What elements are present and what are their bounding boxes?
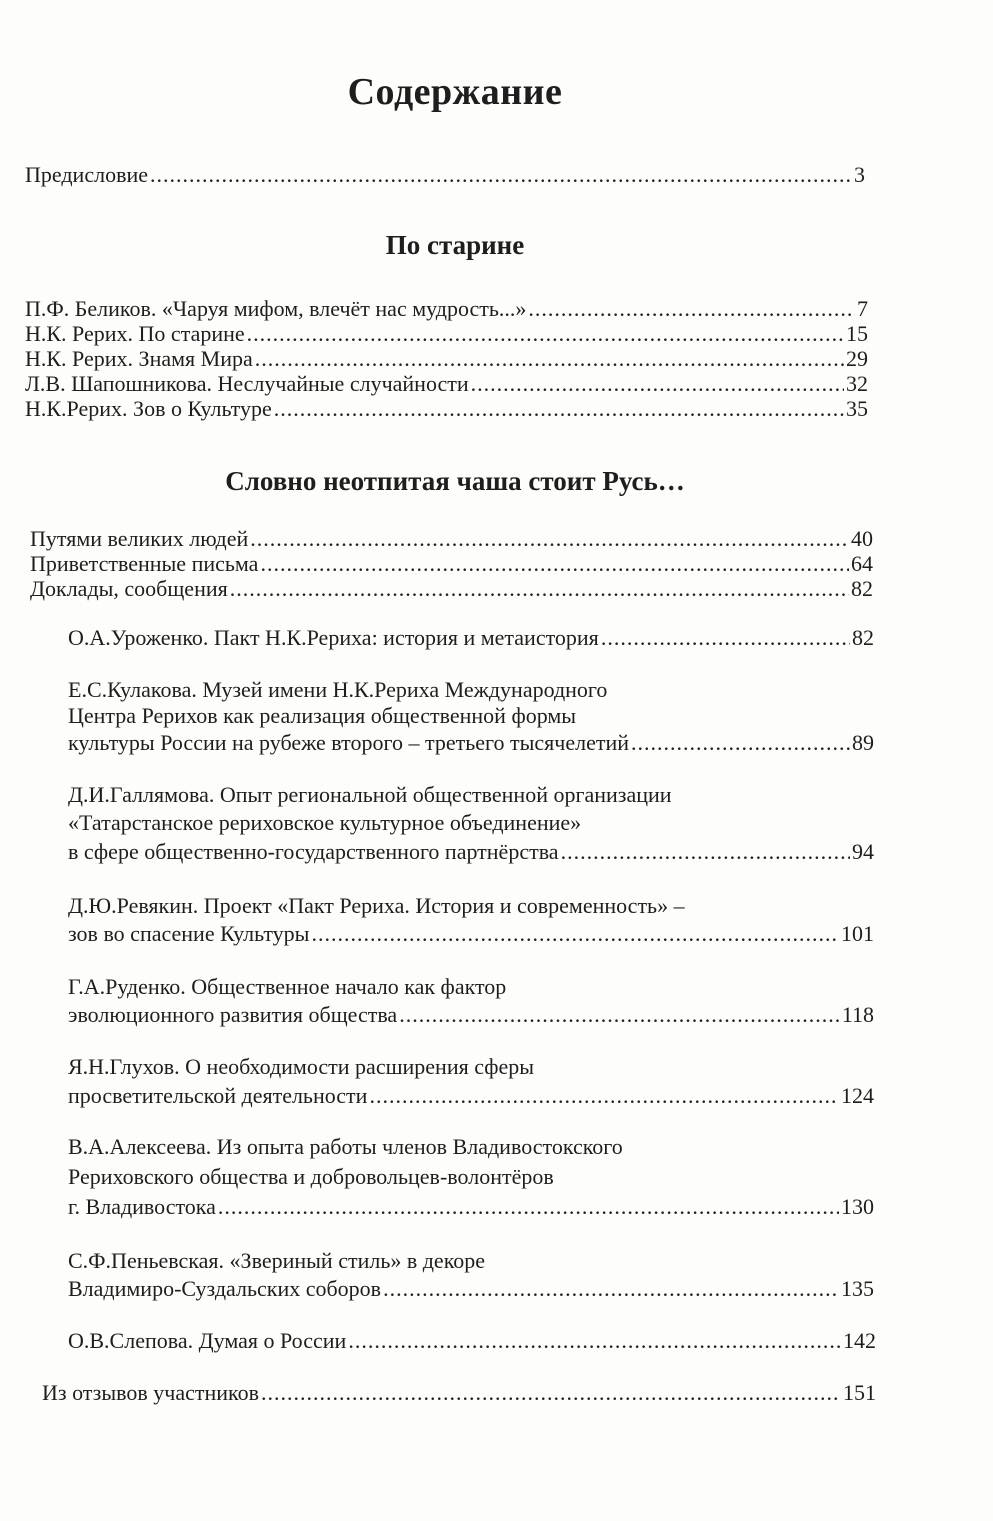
section-heading-2: Словно неотпитая чаша стоит Русь… (225, 466, 685, 496)
toc-entry-page: 151 (843, 1380, 876, 1405)
toc-entry-page: 32 (846, 371, 868, 396)
toc-entry (25, 371, 868, 397)
toc-entry-report (68, 839, 874, 865)
leader-dots (218, 1194, 839, 1220)
toc-entry-report (68, 730, 874, 756)
toc-entry-label: Л.В. Шапошникова. Неслучайные случайности (25, 371, 469, 396)
toc-entry-label: Из отзывов участников (42, 1380, 259, 1405)
page-title: Содержание (347, 71, 563, 113)
leader-dots (471, 371, 844, 397)
toc-entry-page: 35 (846, 396, 868, 421)
toc-entry-report-line: Д.И.Галлямова. Опыт региональной общественной организации (68, 782, 672, 807)
leader-dots (631, 730, 850, 756)
toc-entry-preface (25, 162, 865, 188)
toc-entry-report (68, 1194, 874, 1220)
toc-entry-label: просветительской деятельности (68, 1083, 368, 1108)
toc-entry-label: Путями великих людей (30, 526, 249, 551)
toc-entry-label: в сфере общественно-государственного партнёрства (68, 839, 559, 864)
toc-entry-page: 15 (846, 321, 868, 346)
toc-entry-label: Приветственные письма (30, 551, 259, 576)
toc-entry (30, 526, 873, 552)
toc-entry-report-line: Е.С.Кулакова. Музей имени Н.К.Рериха Международного (68, 677, 608, 702)
toc-entry-page: 82 (852, 625, 874, 650)
leader-dots (260, 551, 849, 577)
toc-entry-report-line: Рериховского общества и добровольцев-волонтёров (68, 1164, 554, 1189)
toc-entry-report-line: «Татарстанское рериховское культурное объединение» (68, 810, 582, 835)
toc-entry-report-line: Центра Рерихов как реализация общественной формы (68, 703, 577, 728)
toc-entry-page: 7 (857, 296, 868, 321)
toc-entry-label: г. Владивостока (68, 1194, 216, 1219)
leader-dots (250, 526, 849, 552)
leader-dots (601, 625, 850, 651)
toc-entry-page: 40 (851, 526, 873, 551)
toc-entry-report-line: Г.А.Руденко. Общественное начало как фактор (68, 974, 507, 999)
toc-entry-page: 135 (841, 1276, 874, 1301)
toc-entry-page: 124 (841, 1083, 874, 1108)
toc-entry-page: 130 (841, 1194, 874, 1219)
toc-entry-page: 94 (852, 839, 874, 864)
toc-entry-report-line: Д.Ю.Ревякин. Проект «Пакт Рериха. История и современность» – (68, 893, 685, 918)
toc-entry-page: 89 (852, 730, 874, 755)
leader-dots (247, 321, 844, 347)
toc-entry (25, 346, 868, 372)
toc-entry-label: зов во спасение Культуры (68, 921, 310, 946)
toc-entry (30, 576, 873, 602)
leader-dots (150, 162, 852, 188)
toc-entry-page: 142 (843, 1328, 876, 1353)
leader-dots (311, 921, 839, 947)
toc-entry-label: Доклады, сообщения (30, 576, 228, 601)
leader-dots (369, 1083, 839, 1109)
leader-dots (274, 396, 844, 422)
leader-dots (348, 1328, 841, 1354)
toc-entry (25, 396, 868, 422)
leader-dots (528, 296, 855, 322)
leader-dots (399, 1002, 840, 1028)
toc-entry-page: 3 (854, 162, 865, 187)
toc-entry-page: 101 (841, 921, 874, 946)
leader-dots (561, 839, 850, 865)
section-heading-1: По старине (385, 230, 525, 260)
toc-entry-label: Н.К. Рерих. По старине (25, 321, 245, 346)
toc-entry-label: культуры России на рубеже второго – третьего тысячелетий (68, 730, 629, 755)
toc-entry-label: Владимиро-Суздальских соборов (68, 1276, 382, 1301)
toc-entry-report (68, 1276, 874, 1302)
toc-entry-report (68, 1328, 876, 1354)
toc-entry-page: 64 (851, 551, 873, 576)
leader-dots (383, 1276, 839, 1302)
toc-entry-page: 29 (846, 346, 868, 371)
toc-entry (30, 551, 873, 577)
toc-entry-report (68, 921, 874, 947)
toc-entry-label: Н.К. Рерих. Знамя Мира (25, 346, 253, 371)
toc-entry-report (68, 625, 874, 651)
toc-entry (25, 321, 868, 347)
toc-entry-label: О.А.Уроженко. Пакт Н.К.Рериха: история и метаистория (68, 625, 599, 650)
leader-dots (255, 346, 844, 372)
toc-entry-label: Н.К.Рерих. Зов о Культуре (25, 396, 272, 421)
toc-entry-label: эволюционного развития общества (68, 1002, 398, 1027)
toc-entry-report (68, 1002, 874, 1028)
toc-entry-report-line: С.Ф.Пеньевская. «Звериный стиль» в декоре (68, 1248, 486, 1273)
toc-entry-reviews (42, 1380, 876, 1406)
toc-entry-report (68, 1083, 874, 1109)
toc-entry-label: П.Ф. Беликов. «Чаруя мифом, влечёт нас мудрость...» (25, 296, 527, 321)
toc-entry-report-line: В.А.Алексеева. Из опыта работы членов Владивостокского (68, 1134, 623, 1159)
toc-entry-label: Предисловие (25, 162, 148, 187)
toc-entry (25, 296, 868, 322)
toc-entry-page: 118 (841, 1002, 874, 1027)
toc-entry-report-line: Я.Н.Глухов. О необходимости расширения сферы (68, 1054, 535, 1079)
toc-entry-page: 82 (851, 576, 873, 601)
toc-entry-label: О.В.Слепова. Думая о России (68, 1328, 347, 1353)
leader-dots (230, 576, 849, 602)
leader-dots (261, 1380, 841, 1406)
